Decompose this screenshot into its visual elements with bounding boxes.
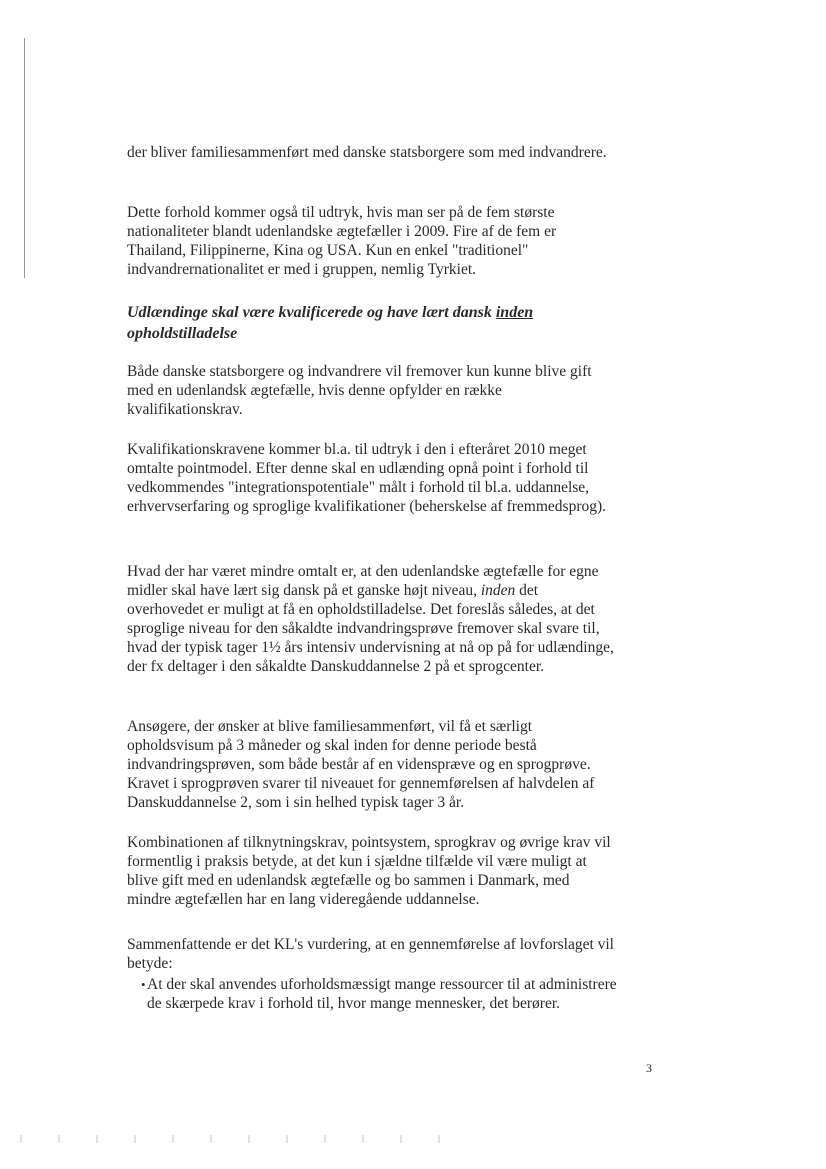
paragraph-4: Kvalifikationskravene kommer bl.a. til udtryk i den i efteråret 2010 meget omtalte pointmodel. Efter denne skal en udlænding opnå point i forhold til vedkommendes "integrationspotentiale" målt i forhold til bl.a. uddannelse, erhvervserfaring og sproglige kvalifikationer (beherskelse af fremmedsprog).: [127, 441, 607, 515]
paragraph-1: der bliver familiesammenført med danske statsborgere som med indvandrere.: [127, 144, 607, 161]
paragraph-8: Sammenfattende er det KL's vurdering, at en gennemførelse af lovforslaget vil betyde:: [127, 936, 614, 972]
page-number: 3: [646, 1061, 652, 1075]
paragraph-6: Ansøgere, der ønsker at blive familiesammenført, vil få et særligt opholdsvisum på 3 måneder og skal inden for denne periode bestå indvandringsprøven, som både består af en videnspræve og en sprogprøve. Kravet i sprogprøven svarer til niveauet for gennemførelsen af halvdelen af Danskuddannelse 2, som i sin helhed typisk tager 3 år.: [127, 718, 595, 811]
section-heading: [127, 302, 617, 344]
bullet-item-text: At der skal anvendes uforholdsmæssigt mange ressourcer til at administrere de skærpede krav i forhold til, hvor mange mennesker, det berører.: [147, 976, 617, 1012]
heading-underlined-word: inden: [495, 304, 534, 321]
heading-text-start: Udlændinge skal være kvalificerede og have lært dansk: [127, 304, 496, 321]
bullet-icon: •: [141, 977, 146, 992]
paragraph-5-emphasis: inden: [480, 582, 516, 599]
paragraph-2: Dette forhold kommer også til udtryk, hvis man ser på de fem største nationaliteter blandt udenlandske ægtefæller i 2009. Fire af de fem er Thailand, Filippinerne, Kina og USA. Kun en enkel "traditionel" indvandrernationalitet er med i gruppen, nemlig Tyrkiet.: [127, 204, 557, 278]
paragraph-5-start: Hvad der har været mindre omtalt er, at den udenlandske ægtefælle for egne midler skal have lært sig dansk på et ganske højt niveau,: [127, 563, 599, 599]
paragraph-3: Både danske statsborgere og indvandrere vil fremover kun kunne blive gift med en udenlandsk ægtefælle, hvis denne opfylder en række kvalifikationskrav.: [127, 363, 592, 418]
paragraph-5-end: det overhovedet er muligt at få en opholdstilladelse. Det foreslås således, at det sproglige niveau for den såkaldte indvandringsprøve fremover skal svare til, hvad der typisk tager 1½ års intensiv undervisning at nå op på for udlændinge, der fx deltager i den såkaldte Danskuddannelse 2 på et sprogcenter.: [127, 582, 614, 675]
paragraph-7: Kombinationen af tilknytningskrav, pointsystem, sprogkrav og øvrige krav vil formentlig i praksis betyde, at det kun i sjældne tilfælde vil være muligt at blive gift med en udenlandsk ægtefælle og bo sammen i Danmark, med mindre ægtefællen har en lang videregående uddannelse.: [127, 834, 611, 908]
bullet-list: [127, 975, 617, 1013]
scan-specks: [20, 1135, 460, 1143]
scan-edge-line: [24, 38, 25, 278]
paragraph-5: [127, 562, 617, 676]
heading-text-end: opholdstilladelse: [127, 325, 238, 342]
bullet-item: [127, 975, 617, 1013]
